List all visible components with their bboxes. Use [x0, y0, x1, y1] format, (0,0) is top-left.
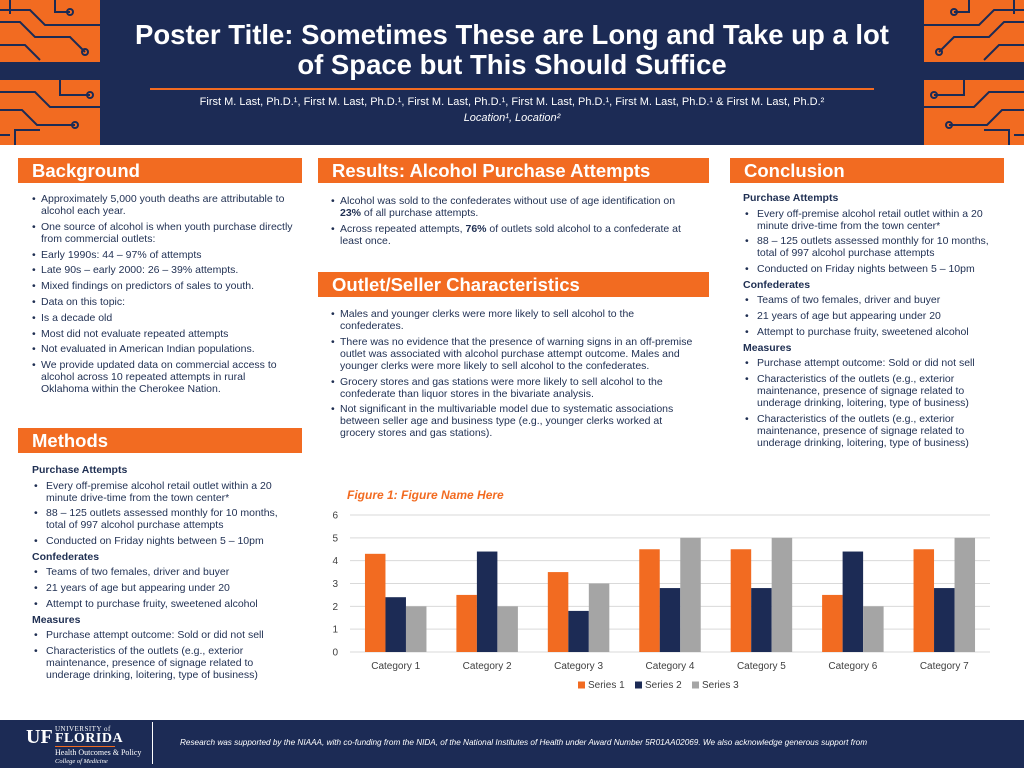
bar-series-2	[751, 588, 772, 652]
y-tick-label: 1	[332, 624, 338, 636]
bar-series-3	[497, 606, 517, 652]
list-item: • Grocery stores and gas stations were more likely to sell alcohol to the confederate than liquor stores in the bivariate analysis.	[331, 376, 696, 400]
background-heading: Background	[18, 158, 302, 183]
list-item: • Characteristics of the outlets (e.g., exterior maintenance, presence of signage related to underage drinking, loitering, type of business)	[743, 373, 1005, 409]
uf-logo-mark: UF	[26, 726, 53, 748]
list-item: • Early 1990s: 44 – 97% of attempts	[32, 249, 294, 261]
conclusion-subheading: Confederates	[743, 278, 811, 291]
y-tick-label: 0	[332, 647, 338, 659]
logo-divider	[55, 746, 115, 747]
bar-series-2	[843, 552, 864, 652]
list-item: • Data on this topic:	[32, 296, 294, 308]
bar-series-3	[589, 584, 610, 653]
figure-title: Figure 1: Figure Name Here	[347, 488, 504, 502]
list-item: • Not evaluated in American Indian populations.	[32, 343, 294, 355]
y-tick-label: 5	[332, 533, 338, 545]
methods-subheading: Confederates	[32, 550, 100, 563]
author-list: First M. Last, Ph.D.¹, First M. Last, Ph.D.¹, First M. Last, Ph.D.¹, First M. Last, Ph.D.¹, First M. Last, Ph.D.¹ & First M. Last, Ph.D.²	[199, 96, 825, 108]
logo-department-text: Health Outcomes & Policy	[55, 748, 142, 757]
bar-series-1	[822, 595, 843, 652]
list-item: • 21 years of age but appearing under 20	[32, 582, 294, 594]
bar-series-1	[456, 595, 477, 652]
x-tick-label: Category 4	[645, 661, 695, 672]
footer-divider	[152, 722, 153, 764]
title-divider	[150, 88, 874, 90]
methods-subheading: Purchase Attempts	[32, 464, 128, 476]
poster-header	[0, 0, 1024, 145]
list-item: • Alcohol was sold to the confederates without use of age identification on 23% of all purchase attempts.	[331, 195, 696, 219]
methods-subheading: Measures	[32, 613, 81, 626]
bar-series-1	[639, 549, 660, 652]
circuit-pattern-bottom-left	[0, 80, 100, 145]
logo-college-text: College of Medicine	[55, 758, 108, 765]
y-tick-label: 4	[332, 556, 338, 568]
list-item: • Not significant in the multivariable model due to systematic associations between seller age and business type (e.g., younger clerks worked at grocery stores and gas stations).	[331, 403, 696, 439]
bar-series-3	[772, 538, 793, 652]
x-tick-label: Category 5	[736, 661, 786, 672]
list-item: • 88 – 125 outlets assessed monthly for 10 months, total of 997 alcohol purchase attempts	[32, 507, 294, 531]
conclusion-heading: Conclusion	[730, 158, 1004, 183]
legend-label: Series 1	[588, 680, 625, 691]
list-item: • Attempt to purchase fruity, sweetened alcohol	[32, 598, 294, 610]
outlet-heading: Outlet/Seller Characteristics	[318, 272, 709, 297]
circuit-pattern-top-left	[0, 0, 100, 62]
bar-chart	[320, 505, 1010, 703]
bar-series-3	[863, 606, 884, 652]
funding-acknowledgment: Research was supported by the NIAAA, with co-funding from the NIDA, of the National Institutes of Health under Award Number 5R01AA02069. We also acknowledge generous support from	[180, 738, 868, 747]
methods-heading: Methods	[18, 428, 302, 453]
logo-university-text: UNIVERSITY of	[55, 725, 111, 733]
list-item: • Characteristics of the outlets (e.g., exterior maintenance, presence of signage related to underage drinking, loitering, type of business)	[32, 645, 294, 681]
x-tick-label: Category 2	[462, 661, 512, 672]
list-item: • Is a decade old	[32, 312, 294, 324]
results-list	[331, 195, 696, 251]
list-item: • Characteristics of the outlets (e.g., exterior maintenance, presence of signage related to underage drinking, loitering, type of business)	[743, 413, 1005, 449]
list-item: • Purchase attempt outcome: Sold or did not sell	[32, 629, 294, 641]
list-item: • Purchase attempt outcome: Sold or did not sell	[743, 357, 1005, 369]
bar-series-1	[731, 549, 752, 652]
bar-series-1	[548, 572, 569, 652]
legend-swatch	[635, 682, 642, 689]
legend-swatch	[578, 682, 585, 689]
legend-swatch	[692, 682, 699, 689]
list-item: • Teams of two females, driver and buyer	[743, 294, 1005, 306]
list-item: • Attempt to purchase fruity, sweetened alcohol	[743, 326, 1005, 338]
bar-series-3	[955, 538, 976, 652]
methods-content	[32, 464, 294, 685]
bar-series-1	[365, 554, 386, 652]
conclusion-subheading: Measures	[743, 341, 792, 354]
list-item: • Every off-premise alcohol retail outlet within a 20 minute drive-time from the town center*	[743, 208, 1005, 232]
x-tick-label: Category 3	[554, 661, 604, 672]
y-tick-label: 2	[332, 601, 338, 613]
poster-title: Poster Title: Sometimes These are Long and Take up a lot of Space but This Should Suffice	[135, 19, 889, 80]
list-item: • There was no evidence that the presence of warning signs in an off-premise outlet was associated with alcohol purchase attempt outcome. Males and younger clerks were more likely to sell alcohol to the confederates.	[331, 336, 696, 372]
bar-series-1	[914, 549, 935, 652]
list-item: • Teams of two females, driver and buyer	[32, 566, 294, 578]
logo-florida-text: FLORIDA	[55, 731, 124, 746]
list-item: • Males and younger clerks were more likely to sell alcohol to the confederates.	[331, 308, 696, 332]
circuit-pattern-bottom-right	[924, 80, 1024, 145]
list-item: • Across repeated attempts, 76% of outlets sold alcohol to a confederate at least once.	[331, 223, 696, 247]
bar-series-2	[934, 588, 955, 652]
background-list	[32, 193, 294, 399]
list-item: • Late 90s – early 2000: 26 – 39% attempts.	[32, 264, 294, 276]
x-tick-label: Category 6	[828, 661, 878, 672]
list-item: • Conducted on Friday nights between 5 – 10pm	[32, 535, 294, 547]
bar-series-2	[385, 597, 406, 652]
list-item: • We provide updated data on commercial access to alcohol across 10 repeated attempts in rural Oklahoma within the Cherokee Nation.	[32, 359, 294, 395]
circuit-pattern-top-right	[924, 0, 1024, 62]
list-item: • 88 – 125 outlets assessed monthly for 10 months, total of 997 alcohol purchase attempts	[743, 235, 1005, 259]
list-item: • Every off-premise alcohol retail outlet within a 20 minute drive-time from the town center*	[32, 480, 294, 504]
legend-label: Series 2	[645, 680, 682, 691]
x-tick-label: Category 7	[919, 661, 969, 672]
bar-series-3	[680, 538, 701, 652]
y-tick-label: 6	[332, 510, 338, 522]
outlet-list	[331, 308, 696, 443]
results-heading: Results: Alcohol Purchase Attempts	[318, 158, 709, 183]
bar-series-2	[660, 588, 681, 652]
location-list: Location¹, Location²	[463, 112, 561, 124]
list-item: • Conducted on Friday nights between 5 – 10pm	[743, 263, 1005, 275]
bar-series-2	[477, 552, 498, 652]
x-tick-label: Category 1	[371, 661, 421, 672]
bar-series-2	[568, 611, 589, 652]
list-item: • Mixed findings on predictors of sales to youth.	[32, 280, 294, 292]
legend-label: Series 3	[702, 680, 739, 691]
list-item: • 21 years of age but appearing under 20	[743, 310, 1005, 322]
bar-series-3	[406, 606, 427, 652]
list-item: • Approximately 5,000 youth deaths are attributable to alcohol each year.	[32, 193, 294, 217]
list-item: • Most did not evaluate repeated attempts	[32, 328, 294, 340]
conclusion-content	[743, 192, 1005, 453]
conclusion-subheading: Purchase Attempts	[743, 192, 839, 204]
list-item: • One source of alcohol is when youth purchase directly from commercial outlets:	[32, 221, 294, 245]
y-tick-label: 3	[332, 579, 338, 590]
